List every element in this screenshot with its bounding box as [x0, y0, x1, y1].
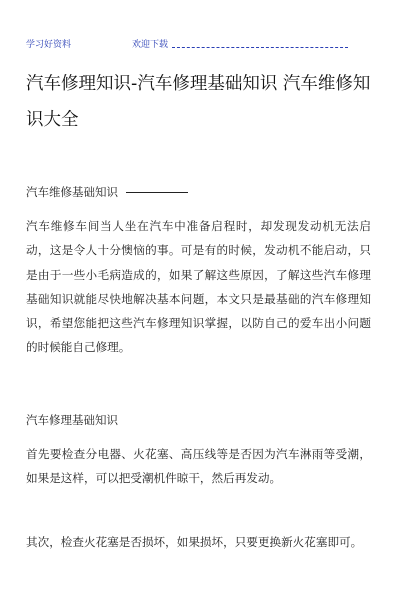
- document-title: 汽车修理知识-汽车修理基础知识 汽车维修知识大全: [26, 74, 371, 130]
- section-heading-text: 汽车维修基础知识: [26, 185, 118, 199]
- section-heading-maintenance: [26, 182, 376, 202]
- header-dashed-rule: [172, 47, 348, 48]
- intro-paragraph: 汽车维修车间当人坐在汽车中准备启程时，却发现发动机无法启动，这是令人十分懊恼的事。可是有的时候，发动机不能启动，只是由于一些小毛病造成的，如果了解这些原因，了解这些汽车修理基础知识就能尽快地解决基本问题，本文只是最基础的汽车修理知识，希望您能把这些汽车修理知识掌握，以防自己的爱车出小问题的时候能自己修理。: [26, 219, 371, 355]
- body-paragraph-2: 其次，检查火花塞是否损坏，如果损坏，只要更换新火花塞即可。: [26, 535, 363, 549]
- page-header: [26, 36, 348, 50]
- body-paragraph-1: 首先要检查分电器、火花塞、高压线等是否因为汽车淋雨等受潮，如果是这样，可以把受潮机件晾干，然后再发动。: [26, 447, 371, 486]
- heading-underline: [126, 192, 188, 193]
- header-left-text: 学习好资料: [26, 40, 72, 50]
- header-right-text: 欢迎下载: [132, 40, 169, 50]
- section-heading-repair: 汽车修理基础知识: [26, 413, 118, 427]
